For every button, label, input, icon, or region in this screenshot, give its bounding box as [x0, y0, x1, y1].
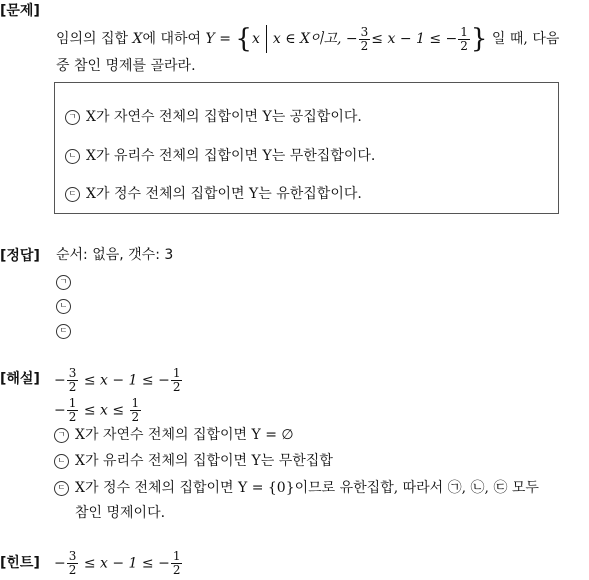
frac-num: 1: [460, 24, 468, 39]
var-X: X: [132, 31, 143, 47]
fraction: [67, 397, 79, 424]
explanation-eq-2: [54, 397, 142, 424]
explanation-line-3: [54, 478, 539, 498]
frac-den: 2: [68, 380, 77, 394]
circled-digeut-icon: ㄷ: [65, 187, 80, 202]
inequality: ≤ x − 1 ≤ −: [83, 372, 170, 389]
frac-den: 2: [172, 380, 181, 394]
frac-num: 3: [68, 366, 77, 380]
fraction: [171, 367, 183, 394]
fraction: [171, 550, 183, 577]
statement-text: X가 유리수 전체의 집합이면 Y는 무한집합이다.: [86, 148, 376, 164]
problem-text-mid: 에 대하여: [142, 31, 202, 47]
inequality: ≤ x − 1 ≤ −: [83, 555, 170, 572]
circled-nieun-icon: ㄴ: [56, 299, 71, 314]
fraction: [359, 26, 371, 53]
circled-nieun-icon: ㄴ: [65, 149, 80, 164]
answer-mark-1: [56, 272, 77, 292]
explanation-label: [해설]: [0, 371, 40, 387]
frac-den: 2: [460, 38, 468, 53]
set-condition: x ∈ X이고, −: [272, 31, 358, 47]
explanation-text: X가 자연수 전체의 집합이면 Y = ∅: [75, 427, 294, 443]
circled-giyeok-icon: ㄱ: [56, 275, 71, 290]
statement-text: X가 자연수 전체의 집합이면 Y는 공집합이다.: [86, 109, 362, 125]
explanation-line-1: [54, 425, 294, 445]
answer-summary: 순서: 없음, 갯수: 3: [56, 247, 174, 263]
circled-nieun-icon: ㄴ: [54, 454, 69, 469]
frac-den: 2: [68, 563, 77, 577]
set-inequality: ≤ x − 1 ≤ −: [371, 31, 458, 47]
explanation-eq-1: [54, 367, 183, 394]
set-bar: [266, 25, 267, 53]
explanation-line-2: [54, 451, 333, 471]
frac-den: 2: [68, 410, 77, 424]
problem-label: [문제]: [0, 3, 40, 19]
statements-box: [54, 82, 559, 214]
answer-mark-2: [56, 296, 77, 316]
minus: −: [54, 372, 66, 389]
frac-num: 1: [131, 396, 140, 410]
explanation-text: X가 유리수 전체의 집합이면 Y는 무한집합: [75, 453, 333, 469]
answer-mark-3: [56, 321, 77, 341]
right-brace: }: [470, 24, 488, 54]
set-var: x: [251, 31, 260, 47]
problem-line-2: 중 참인 명제를 골라라.: [56, 58, 196, 74]
problem-text-pre: 임의의 집합: [56, 31, 129, 47]
statement-2: [65, 146, 375, 166]
problem-text-post: 일 때, 다음: [491, 31, 560, 47]
explanation-text: X가 정수 전체의 집합이면 Y = {0}이므로 유한집합, 따라서 ㉠, ㉡, ㉢ 모두: [75, 480, 539, 496]
hint-label: [힌트]: [0, 555, 40, 571]
frac-den: 2: [172, 563, 181, 577]
frac-num: 1: [172, 549, 181, 563]
hint-eq: [54, 550, 183, 577]
var-Y: Y: [205, 31, 215, 47]
frac-den: 2: [360, 38, 369, 53]
frac-num: 1: [172, 366, 181, 380]
problem-line-1: [56, 25, 559, 53]
answer-label: [정답]: [0, 248, 40, 264]
explanation-continuation: 참인 명제이다.: [75, 505, 166, 521]
statement-1: [65, 107, 362, 127]
frac-num: 3: [68, 549, 77, 563]
circled-giyeok-icon: ㄱ: [65, 110, 80, 125]
fraction: [458, 26, 470, 53]
minus: −: [54, 555, 66, 572]
frac-den: 2: [131, 410, 140, 424]
statement-text: X가 정수 전체의 집합이면 Y는 유한집합이다.: [86, 186, 362, 202]
circled-giyeok-icon: ㄱ: [54, 428, 69, 443]
circled-digeut-icon: ㄷ: [54, 481, 69, 496]
circled-digeut-icon: ㄷ: [56, 324, 71, 339]
equals: =: [219, 31, 231, 47]
inequality: ≤ x ≤: [83, 402, 125, 419]
minus: −: [54, 402, 66, 419]
frac-num: 3: [360, 24, 369, 39]
statement-3: [65, 184, 362, 204]
frac-num: 1: [68, 396, 77, 410]
fraction: [67, 367, 79, 394]
left-brace: {: [235, 24, 252, 54]
fraction: [67, 550, 79, 577]
fraction: [130, 397, 142, 424]
